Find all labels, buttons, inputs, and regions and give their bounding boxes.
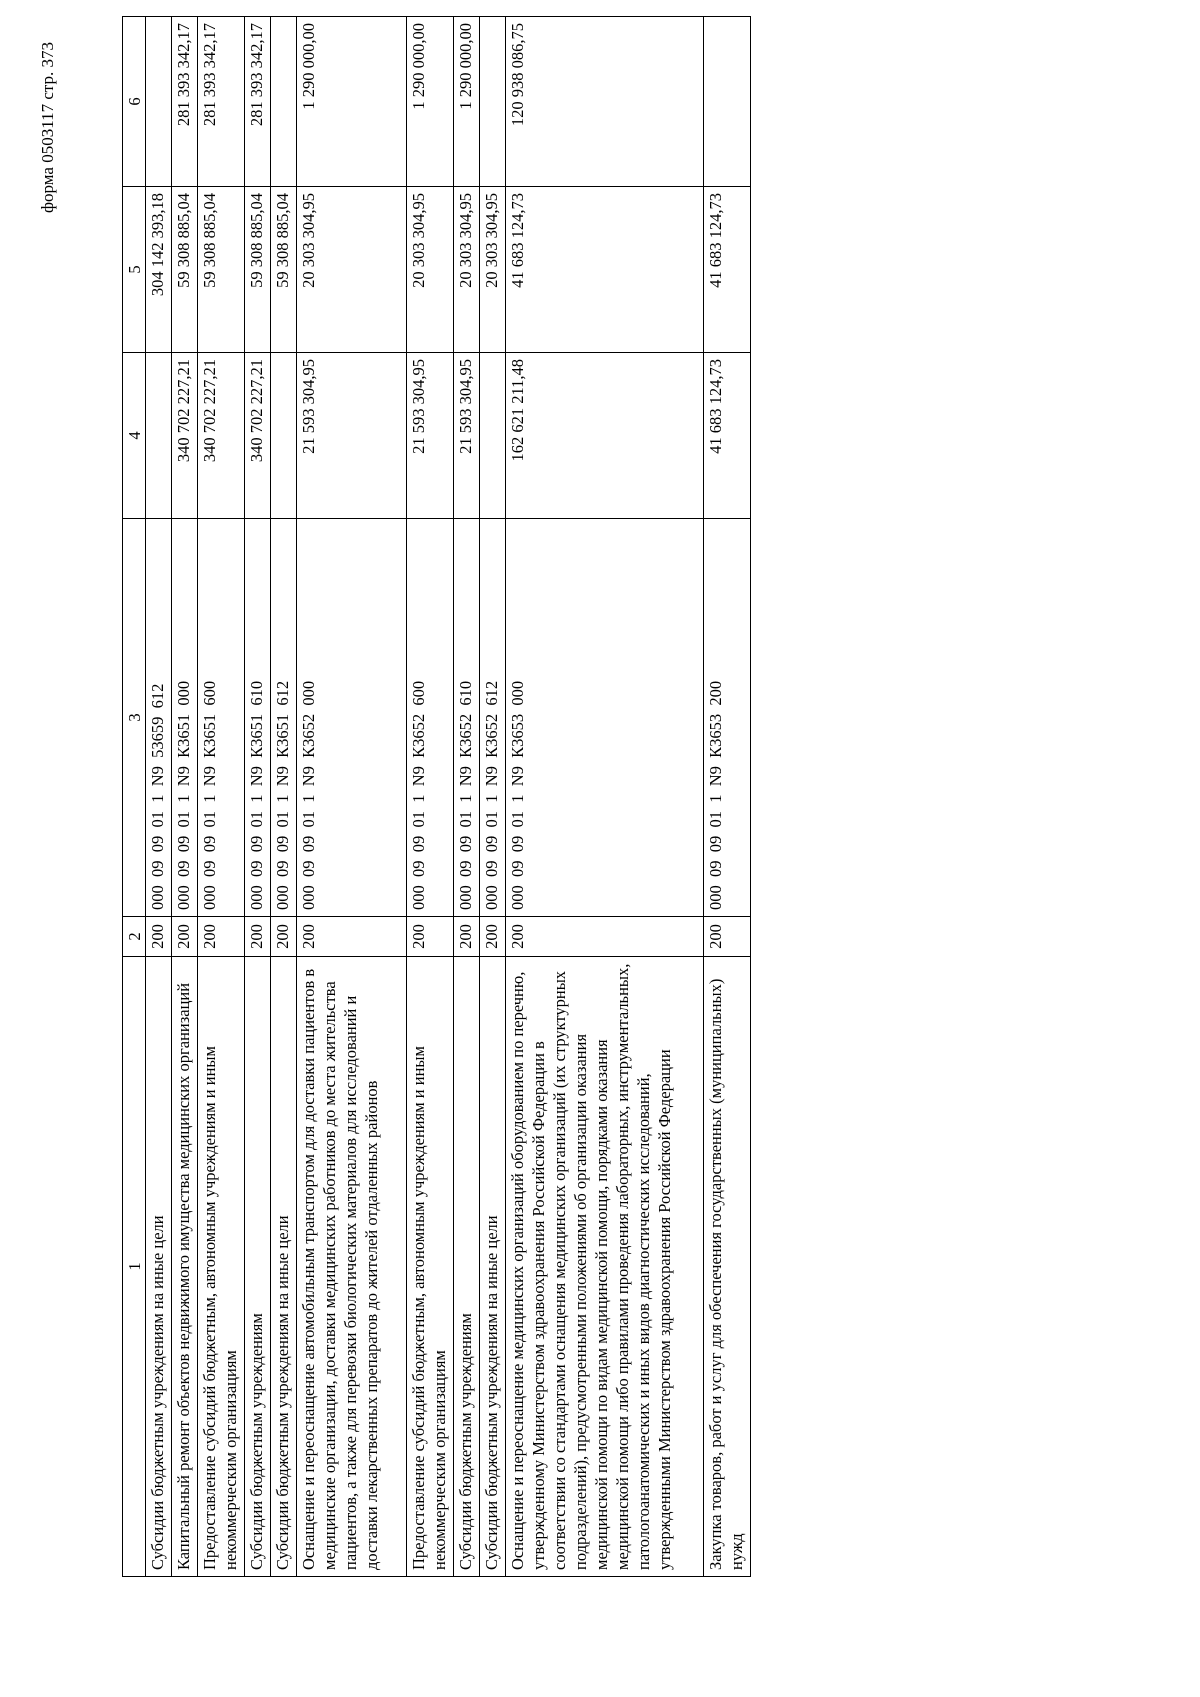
value-col4: 340 702 227,21 (245, 353, 271, 519)
row-name: Субсидии бюджетным учреждениям на иные цели (480, 957, 506, 1577)
line-code: 200 (454, 917, 480, 957)
row-name: Субсидии бюджетным учреждениям на иные цели (146, 957, 172, 1577)
row-name: Субсидии бюджетным учреждениям (454, 957, 480, 1577)
value-col4: 340 702 227,21 (172, 353, 198, 519)
table-row (172, 17, 198, 1577)
value-col6: 281 393 342,17 (198, 17, 245, 187)
classification-code: 000 09 09 01 1 N9 К3653 000 (506, 519, 704, 917)
line-code: 200 (480, 917, 506, 957)
column-number: 1 (123, 957, 146, 1577)
row-name: Оснащение и переоснащение медицинских организаций оборудованием по перечню, утвержденному Министерством здравоохранения Российской Федерации в соответствии со стандартами оснащения медицинских организаций (их структурных подразделений), предусмотренными положениями об организации оказания медицинской помощи по видам медицинской помощи, порядками оказания медицинской помощи либо правилами проведения лабораторных, инструментальных, патологоанатомических и иных видов диагностических исследований, утвержденными Министерством здравоохранения Российской Федерации (506, 957, 704, 1577)
table-row (506, 17, 704, 1577)
value-col6: 1 290 000,00 (407, 17, 454, 187)
value-col5: 20 303 304,95 (297, 187, 407, 353)
column-number: 3 (123, 519, 146, 917)
column-number: 5 (123, 187, 146, 353)
line-code: 200 (271, 917, 297, 957)
row-name: Оснащение и переоснащение автомобильным транспортом для доставки пациентов в медицинские организации, доставки медицинских работников до места жительства пациентов, а также для перевозки биологических материалов для исследований и доставки лекарственных препаратов до жителей отдаленных районов (297, 957, 407, 1577)
table-row (271, 17, 297, 1577)
form-identifier: форма 0503117 стр. 373 (38, 42, 57, 213)
value-col5: 59 308 885,04 (172, 187, 198, 353)
value-col4: 21 593 304,95 (297, 353, 407, 519)
classification-code: 000 09 09 01 1 N9 53659 612 (146, 519, 172, 917)
line-code: 200 (704, 917, 751, 957)
table-row (704, 17, 751, 1577)
row-name: Предоставление субсидий бюджетным, автономным учреждениям и иным некоммерческим организациям (407, 957, 454, 1577)
classification-code: 000 09 09 01 1 N9 К3651 000 (172, 519, 198, 917)
value-col6: 120 938 086,75 (506, 17, 704, 187)
classification-code: 000 09 09 01 1 N9 К3652 610 (454, 519, 480, 917)
table-row (146, 17, 172, 1577)
column-number: 4 (123, 353, 146, 519)
value-col4: 21 593 304,95 (454, 353, 480, 519)
value-col5: 304 142 393,18 (146, 187, 172, 353)
classification-code: 000 09 09 01 1 N9 К3652 600 (407, 519, 454, 917)
classification-code: 000 09 09 01 1 N9 К3652 612 (480, 519, 506, 917)
table-row (198, 17, 245, 1577)
value-col5: 41 683 124,73 (506, 187, 704, 353)
line-code: 200 (245, 917, 271, 957)
value-col5: 20 303 304,95 (407, 187, 454, 353)
value-col6 (704, 17, 751, 187)
value-col4: 41 683 124,73 (704, 353, 751, 519)
classification-code: 000 09 09 01 1 N9 К3652 000 (297, 519, 407, 917)
value-col6: 281 393 342,17 (172, 17, 198, 187)
value-col6: 281 393 342,17 (245, 17, 271, 187)
value-col4 (480, 353, 506, 519)
row-name: Капитальный ремонт объектов недвижимого имущества медицинских организаций (172, 957, 198, 1577)
line-code: 200 (506, 917, 704, 957)
line-code: 200 (198, 917, 245, 957)
row-name: Предоставление субсидий бюджетным, автономным учреждениям и иным некоммерческим организациям (198, 957, 245, 1577)
column-number-row (123, 17, 146, 1577)
classification-code: 000 09 09 01 1 N9 К3653 200 (704, 519, 751, 917)
row-name: Закупка товаров, работ и услуг для обеспечения государственных (муниципальных) нужд (704, 957, 751, 1577)
value-col4 (271, 353, 297, 519)
value-col6 (271, 17, 297, 187)
row-name: Субсидии бюджетным учреждениям на иные цели (271, 957, 297, 1577)
table-row (245, 17, 271, 1577)
value-col5: 41 683 124,73 (704, 187, 751, 353)
report-table (122, 16, 751, 1577)
value-col5: 59 308 885,04 (198, 187, 245, 353)
table-row (480, 17, 506, 1577)
table-row (297, 17, 407, 1577)
value-col4 (146, 353, 172, 519)
value-col5: 20 303 304,95 (480, 187, 506, 353)
value-col5: 20 303 304,95 (454, 187, 480, 353)
value-col4: 21 593 304,95 (407, 353, 454, 519)
column-number: 6 (123, 17, 146, 187)
value-col6 (146, 17, 172, 187)
line-code: 200 (407, 917, 454, 957)
value-col4: 340 702 227,21 (198, 353, 245, 519)
line-code: 200 (297, 917, 407, 957)
table-row (407, 17, 454, 1577)
classification-code: 000 09 09 01 1 N9 К3651 612 (271, 519, 297, 917)
line-code: 200 (172, 917, 198, 957)
classification-code: 000 09 09 01 1 N9 К3651 610 (245, 519, 271, 917)
classification-code: 000 09 09 01 1 N9 К3651 600 (198, 519, 245, 917)
value-col4: 162 621 211,48 (506, 353, 704, 519)
value-col6: 1 290 000,00 (454, 17, 480, 187)
value-col6: 1 290 000,00 (297, 17, 407, 187)
line-code: 200 (146, 917, 172, 957)
value-col5: 59 308 885,04 (245, 187, 271, 353)
row-name: Субсидии бюджетным учреждениям (245, 957, 271, 1577)
table-row (454, 17, 480, 1577)
column-number: 2 (123, 917, 146, 957)
value-col5: 59 308 885,04 (271, 187, 297, 353)
value-col6 (480, 17, 506, 187)
